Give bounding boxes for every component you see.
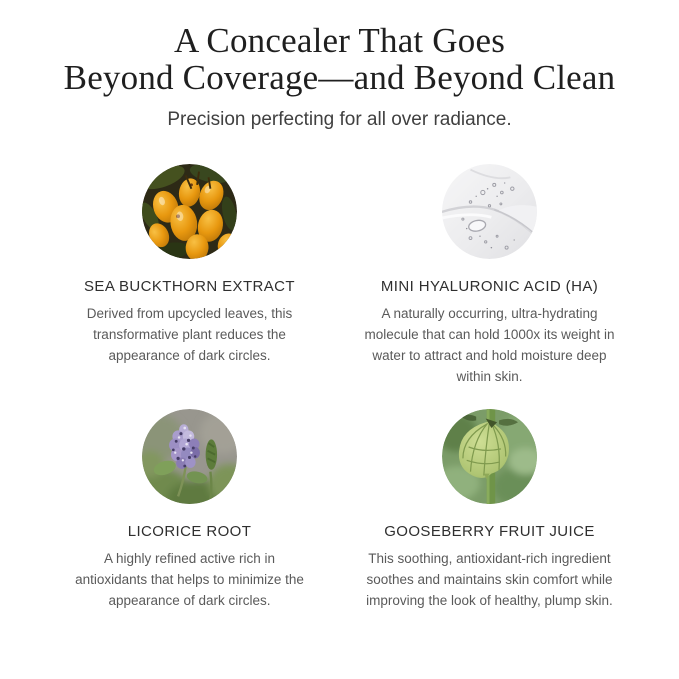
clear-gel-texture-photo (442, 164, 537, 259)
ingredient-card-sea-buckthorn (40, 164, 340, 409)
gooseberry-husk-photo (442, 409, 537, 504)
sea-buckthorn-berries-photo (142, 164, 237, 259)
ingredient-heading: SEA BUCKTHORN EXTRACT (84, 278, 295, 295)
page-title-line2: Beyond Coverage—and Beyond Clean (63, 58, 616, 97)
ingredient-card-hyaluronic-acid (340, 164, 640, 409)
ingredient-description: Derived from upcycled leaves, this transformative plant reduces the appearance of dark circles. (86, 306, 293, 363)
ingredient-heading: MINI HYALURONIC ACID (HA) (380, 278, 599, 295)
page-title (64, 22, 616, 96)
ingredient-grid (40, 164, 640, 611)
licorice-flower-photo (142, 409, 237, 504)
ingredient-heading: LICORICE ROOT (127, 523, 252, 540)
ingredient-description: This soothing, antioxidant-rich ingredient soothes and maintains skin comfort while improving the look of healthy, plump skin. (366, 551, 613, 608)
page-title-line1: A Concealer That Goes (173, 21, 506, 60)
ingredient-card-gooseberry (340, 409, 640, 611)
ingredient-description: A highly refined active rich in antioxidants that helps to minimize the appearance of dark circles. (75, 551, 304, 608)
ingredient-heading: GOOSEBERRY FRUIT JUICE (384, 523, 595, 540)
page-subtitle: Precision perfecting for all over radiance. (167, 109, 512, 130)
ingredient-description: A naturally occurring, ultra-hydrating molecule that can hold 1000x its weight in water to attract and hold moisture deep within skin. (364, 306, 615, 384)
ingredient-card-licorice-root (40, 409, 340, 611)
